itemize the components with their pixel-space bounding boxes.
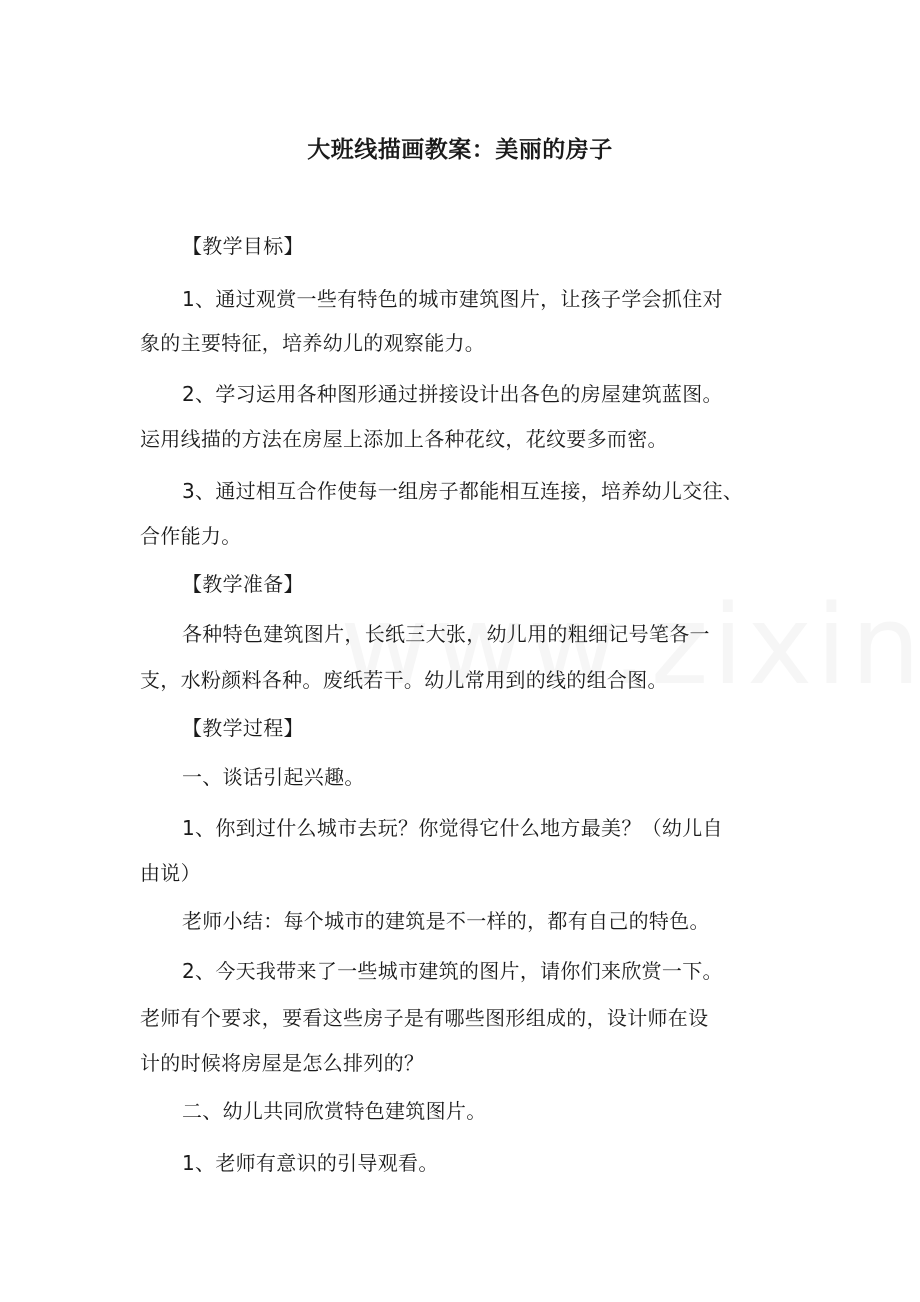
paragraph-line: 象的主要特征，培养幼儿的观察能力。 [140,331,486,355]
section-heading-objectives: 【教学目标】 [182,234,304,258]
section-heading-process: 【教学过程】 [182,716,304,740]
paragraph-line: 由说） [140,861,201,885]
paragraph-line: 1、老师有意识的引导观看。 [182,1151,439,1175]
document-title: 大班线描画教案：美丽的房子 [307,137,613,163]
paragraph-line: 运用线描的方法在房屋上添加上各种花纹，花纹要多而密。 [140,427,668,451]
paragraph-line: 2、今天我带来了一些城市建筑的图片，请你们来欣赏一下。 [182,959,723,983]
paragraph-line: 老师小结：每个城市的建筑是不一样的，都有自己的特色。 [182,909,710,933]
paragraph-line: 1、你到过什么城市去玩？你觉得它什么地方最美？（幼儿自 [182,816,723,840]
paragraph-line: 1、通过观赏一些有特色的城市建筑图片，让孩子学会抓住对 [182,287,723,311]
paragraph-line: 二、幼儿共同欣赏特色建筑图片。 [182,1099,487,1123]
paragraph-line: 3、通过相互合作使每一组房子都能相互连接，培养幼儿交往、 [182,479,744,503]
paragraph-line: 支，水粉颜料各种。废纸若干。幼儿常用到的线的组合图。 [140,668,668,692]
paragraph-line: 计的时候将房屋是怎么排列的？ [140,1051,425,1075]
paragraph-line: 老师有个要求，要看这些房子是有哪些图形组成的，设计师在设 [140,1006,709,1030]
paragraph-line: 2、学习运用各种图形通过拼接设计出各色的房屋建筑蓝图。 [182,382,723,406]
section-heading-preparation: 【教学准备】 [182,572,304,596]
paragraph-line: 一、谈话引起兴趣。 [182,765,365,789]
paragraph-line: 各种特色建筑图片，长纸三大张，幼儿用的粗细记号笔各一 [182,622,710,646]
paragraph-line: 合作能力。 [140,524,242,548]
